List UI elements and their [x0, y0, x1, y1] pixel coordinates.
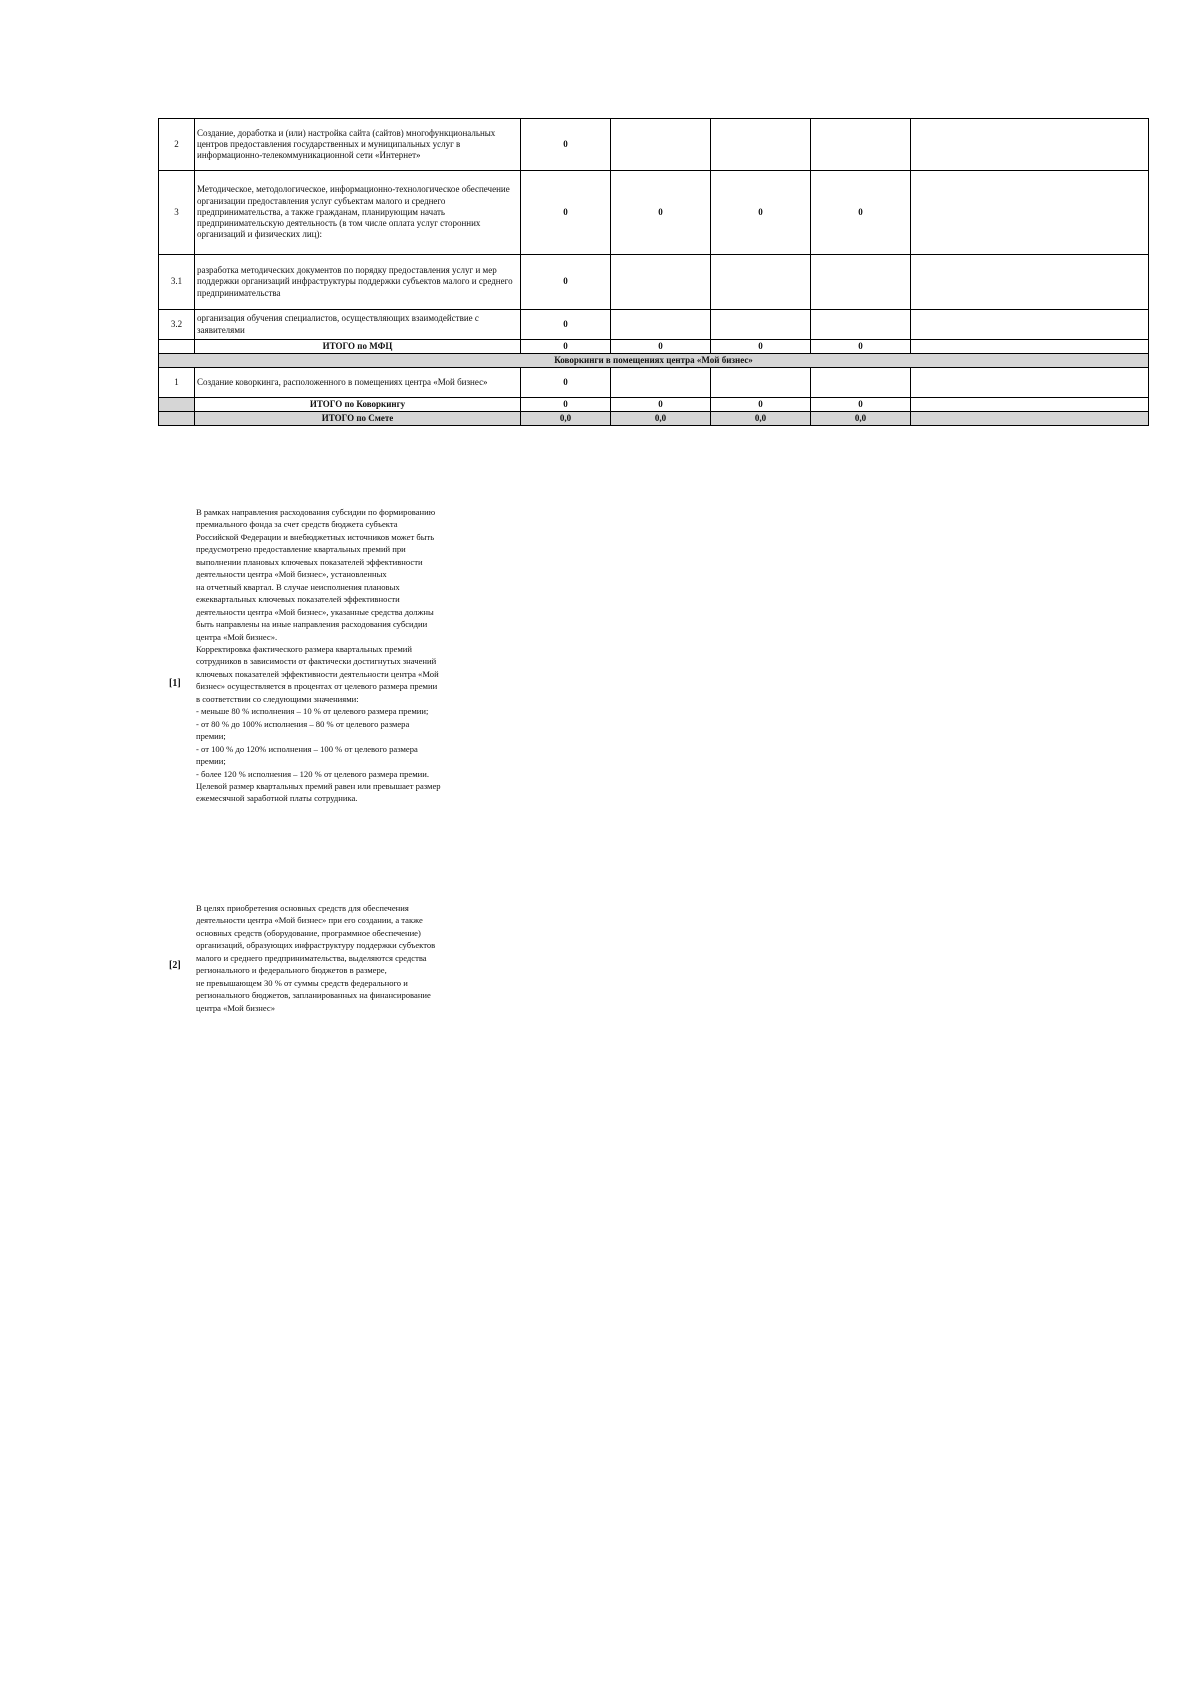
row-number: 3.2 [159, 310, 195, 340]
total-value: 0,0 [521, 412, 611, 426]
footnote-line: быть направлены на иные направления расходования субсидии [196, 619, 428, 630]
footnote-line: сотрудников в зависимости от фактически достигнутых значений [196, 656, 437, 667]
table-row [159, 119, 1149, 171]
total-row-estimate [159, 412, 1149, 426]
empty-cell [911, 255, 1149, 310]
empty-cell [911, 119, 1149, 171]
row-description: организация обучения специалистов, осуществляющих взаимодействие с заявителями [195, 310, 521, 340]
footnote-line: Целевой размер квартальных премий равен или превышает размер [196, 780, 441, 791]
empty-cell [811, 368, 911, 398]
empty-cell [911, 412, 1149, 426]
row-description: Создание, доработка и (или) настройка сайта (сайтов) многофункциональных центров предоставления государственных и муниципальных услуг в информационно-телекоммуникационной сети «Интернет» [195, 119, 521, 171]
table-row [159, 171, 1149, 255]
footnote-line: деятельности центра «Мой бизнес» при его создании, а также [196, 915, 423, 926]
footnote-line: Корректировка фактического размера квартальных премий [196, 643, 412, 654]
footnote-line: не превышающем 30 % от суммы средств федерального и [196, 977, 408, 988]
estimate-table [158, 118, 1149, 426]
value-cell [811, 255, 911, 310]
footnote-line: организаций, образующих инфраструктуру поддержки субъектов [196, 940, 436, 951]
value-cell: 0 [711, 171, 811, 255]
empty-cell [911, 368, 1149, 398]
total-value: 0 [521, 340, 611, 354]
total-value: 0 [811, 340, 911, 354]
footnote-line: бизнес» осуществляется в процентах от целевого размера премии [196, 681, 438, 692]
value-cell [611, 119, 711, 171]
total-label: ИТОГО по МФЦ [195, 340, 521, 354]
footnote-line: на отчетный квартал. В случае неисполнения плановых [196, 581, 400, 592]
footnote-line: центра «Мой бизнес». [196, 631, 278, 642]
total-value: 0,0 [611, 412, 711, 426]
value-cell: 0 [521, 368, 611, 398]
footnote-line: центра «Мой бизнес» [196, 1002, 276, 1013]
footnote-line: В рамках направления расходования субсидии по формированию [196, 507, 436, 517]
empty-cell [611, 368, 711, 398]
footnote-line: - более 120 % исполнения – 120 % от целевого размера премии. [196, 768, 430, 779]
value-cell: 0 [521, 171, 611, 255]
row-description: разработка методических документов по порядку предоставления услуг и мер поддержки организаций инфраструктуры поддержки субъектов малого и среднего предпринимательства [195, 255, 521, 310]
footnote-line: ключевых показателей эффективности деятельности центра «Мой [196, 668, 439, 679]
footnote-line: премии; [196, 756, 226, 767]
footnote-line: - от 100 % до 120% исполнения – 100 % от целевого размера [196, 743, 418, 754]
total-value: 0 [521, 398, 611, 412]
total-value: 0 [811, 398, 911, 412]
total-value: 0 [711, 340, 811, 354]
row-description: Методическое, методологическое, информационно-технологическое обеспечение организации предоставления услуг субъектам малого и среднего предпринимательства, а также гражданам, планирующим начать предпринимательскую деятельность (в том числе оплата услуг сторонних организаций и физических лиц): [195, 171, 521, 255]
total-label: ИТОГО по Коворкингу [195, 398, 521, 412]
value-cell [811, 310, 911, 340]
value-cell: 0 [521, 119, 611, 171]
footnote-line: В целях приобретения основных средств для обеспечения [196, 903, 409, 913]
footnote-line: предусмотрено предоставление квартальных премий при [196, 544, 406, 555]
value-cell [711, 255, 811, 310]
empty-cell [711, 368, 811, 398]
footnote-line: выполнении плановых ключевых показателей эффективности [196, 556, 423, 567]
footnote-line: регионального и федерального бюджетов в размере, [196, 965, 387, 976]
value-cell [711, 119, 811, 171]
row-number: 2 [159, 119, 195, 171]
total-row-mfc [159, 340, 1149, 354]
table-row [159, 368, 1149, 398]
footnote-1-text [196, 506, 526, 805]
total-value: 0 [611, 398, 711, 412]
total-label: ИТОГО по Смете [195, 412, 521, 426]
row-number: 3.1 [159, 255, 195, 310]
value-cell [611, 255, 711, 310]
footnote-mark-2: [2] [169, 960, 181, 971]
footnote-2-text [196, 902, 526, 1014]
value-cell: 0 [611, 171, 711, 255]
total-value: 0 [611, 340, 711, 354]
footnote-line: деятельности центра «Мой бизнес», установленных [196, 569, 387, 580]
row-description: Создание коворкинга, расположенного в помещениях центра «Мой бизнес» [195, 368, 521, 398]
value-cell: 0 [521, 255, 611, 310]
value-cell [811, 119, 911, 171]
footnote-line: основных средств (оборудование, программное обеспечение) [196, 927, 421, 938]
total-row-coworking [159, 398, 1149, 412]
total-value: 0 [711, 398, 811, 412]
footnote-line: регионального бюджетов, запланированных на финансирование [196, 990, 431, 1001]
footnote-line: - от 80 % до 100% исполнения – 80 % от целевого размера [196, 718, 410, 729]
footnote-line: в соответствии со следующими значениями: [196, 693, 359, 704]
empty-cell [159, 412, 195, 426]
total-value: 0,0 [711, 412, 811, 426]
total-value: 0,0 [811, 412, 911, 426]
footnote-mark-1: [1] [169, 678, 181, 689]
value-cell [611, 310, 711, 340]
table-row [159, 255, 1149, 310]
footnote-line: ежемесячной заработной платы сотрудника. [196, 793, 358, 804]
footnote-line: деятельности центра «Мой бизнес», указанные средства должны [196, 606, 434, 617]
empty-cell [911, 340, 1149, 354]
empty-cell [911, 398, 1149, 412]
section-title: Коворкинги в помещениях центра «Мой бизнес» [159, 354, 1149, 368]
footnote-line: малого и среднего предпринимательства, выделяются средства [196, 952, 427, 963]
footnote-line: премиального фонда за счет средств бюджета субъекта [196, 519, 398, 530]
section-header-row [159, 354, 1149, 368]
table-row [159, 310, 1149, 340]
row-number: 1 [159, 368, 195, 398]
value-cell: 0 [811, 171, 911, 255]
footnote-line: ежеквартальных ключевых показателей эффективности [196, 594, 400, 605]
value-cell [711, 310, 811, 340]
empty-cell [159, 398, 195, 412]
value-cell: 0 [521, 310, 611, 340]
footnote-line: Российской Федерации и внебюджетных источников может быть [196, 531, 435, 542]
footnote-line: премии; [196, 731, 226, 742]
empty-cell [159, 340, 195, 354]
footnote-line: - меньше 80 % исполнения – 10 % от целевого размера премии; [196, 706, 429, 717]
row-number: 3 [159, 171, 195, 255]
empty-cell [911, 171, 1149, 255]
empty-cell [911, 310, 1149, 340]
